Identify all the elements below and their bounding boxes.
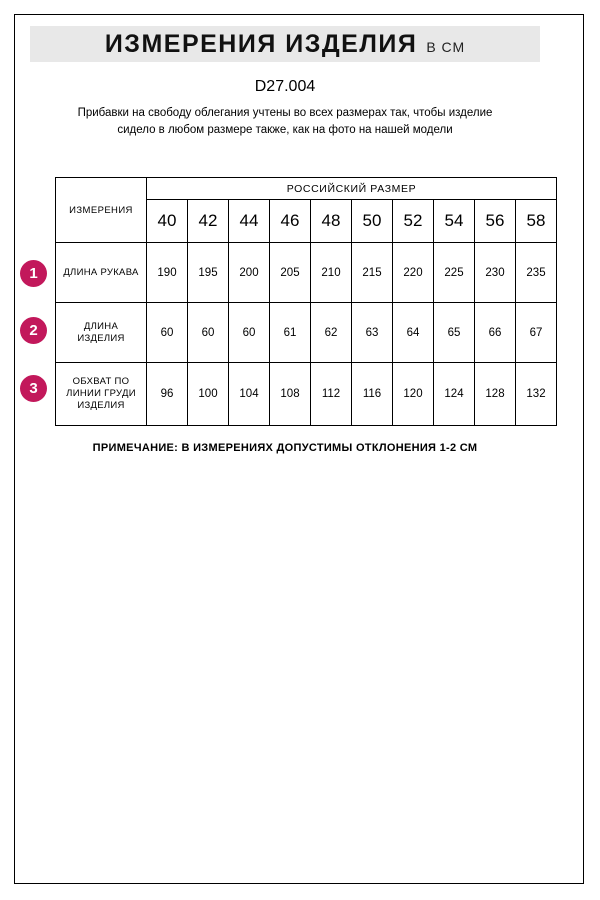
tolerance-note: ПРИМЕЧАНИЕ: В ИЗМЕРЕНИЯХ ДОПУСТИМЫ ОТКЛОНЕНИЯ 1-2 СМ	[92, 442, 478, 454]
row-label: ДЛИНА ИЗДЕЛИЯ	[56, 303, 147, 363]
size-cell: 56	[475, 200, 516, 243]
page-title: ИЗМЕРЕНИЯ ИЗДЕЛИЯ	[104, 29, 418, 58]
size-cell: 46	[270, 200, 311, 243]
value-cell: 96	[147, 363, 188, 426]
table-row	[56, 303, 557, 363]
row-badge-1: 1	[20, 260, 47, 287]
value-cell: 195	[188, 243, 229, 303]
value-cell: 112	[311, 363, 352, 426]
value-cell: 190	[147, 243, 188, 303]
size-cell: 52	[393, 200, 434, 243]
size-group-header: РОССИЙСКИЙ РАЗМЕР	[147, 178, 557, 200]
value-cell: 62	[311, 303, 352, 363]
value-cell: 60	[147, 303, 188, 363]
value-cell: 64	[393, 303, 434, 363]
value-cell: 215	[352, 243, 393, 303]
value-cell: 116	[352, 363, 393, 426]
size-cell: 40	[147, 200, 188, 243]
value-cell: 230	[475, 243, 516, 303]
value-cell: 104	[229, 363, 270, 426]
size-cell: 58	[516, 200, 557, 243]
value-cell: 200	[229, 243, 270, 303]
row-badge-2: 2	[20, 317, 47, 344]
table-header-group-row	[56, 178, 557, 200]
value-cell: 63	[352, 303, 393, 363]
value-cell: 60	[229, 303, 270, 363]
row-badge-3: 3	[20, 375, 47, 402]
value-cell: 235	[516, 243, 557, 303]
title-unit-label: В СМ	[426, 39, 466, 55]
row-label: ОБХВАТ ПО ЛИНИИ ГРУДИ ИЗДЕЛИЯ	[56, 363, 147, 426]
corner-label: ИЗМЕРЕНИЯ	[56, 178, 147, 243]
value-cell: 108	[270, 363, 311, 426]
measurements-table	[55, 177, 557, 426]
table-row	[56, 243, 557, 303]
article-code: D27.004	[254, 78, 316, 95]
value-cell: 60	[188, 303, 229, 363]
value-cell: 132	[516, 363, 557, 426]
size-cell: 42	[188, 200, 229, 243]
value-cell: 67	[516, 303, 557, 363]
size-cell: 44	[229, 200, 270, 243]
title-bar	[30, 26, 540, 62]
row-label: ДЛИНА РУКАВА	[56, 243, 147, 303]
value-cell: 128	[475, 363, 516, 426]
value-cell: 65	[434, 303, 475, 363]
value-cell: 66	[475, 303, 516, 363]
value-cell: 205	[270, 243, 311, 303]
size-cell: 54	[434, 200, 475, 243]
value-cell: 220	[393, 243, 434, 303]
value-cell: 61	[270, 303, 311, 363]
table-row	[56, 363, 557, 426]
size-cell: 48	[311, 200, 352, 243]
size-cell: 50	[352, 200, 393, 243]
value-cell: 210	[311, 243, 352, 303]
fit-note: Прибавки на свободу облегания учтены во всех размерах так, чтобы изделие сидело в любом размере также, как на фото на нашей модели	[77, 107, 493, 136]
value-cell: 100	[188, 363, 229, 426]
measurements-table-wrap	[0, 177, 570, 426]
value-cell: 120	[393, 363, 434, 426]
document-content	[0, 0, 570, 454]
value-cell: 124	[434, 363, 475, 426]
value-cell: 225	[434, 243, 475, 303]
